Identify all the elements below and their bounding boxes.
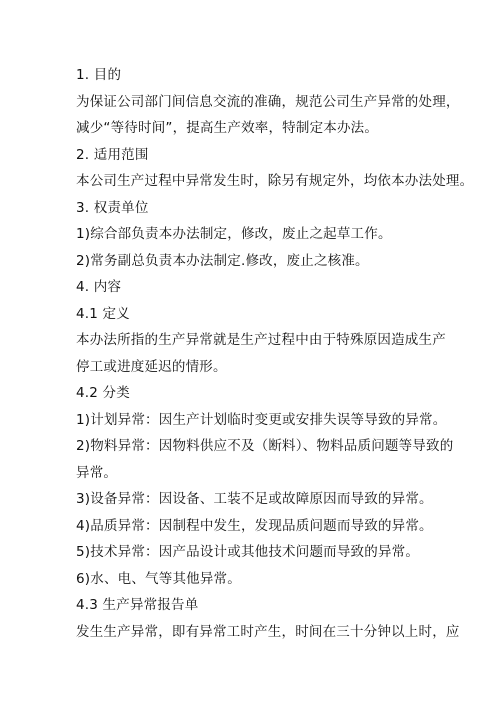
paragraph-line: 停工或进度延迟的情形。 [76, 358, 227, 375]
paragraph-line: 本公司生产过程中异常发生时，除另有规定外，均依本办法处理。 [76, 173, 474, 189]
paragraph-line: 本办法所指的生产异常就是生产过程中由于特殊原因造成生产 [76, 332, 446, 348]
list-item: 1)综合部负责本办法制定，修改，废止之起草工作。 [76, 226, 392, 242]
list-item: 5)技术异常：因产品设计或其他技术问题而导致的异常。 [76, 544, 420, 560]
document-body [76, 62, 476, 645]
section-heading-responsibility: 3. 权责单位 [76, 199, 149, 216]
subsection-heading-report-form: 4.3 生产异常报告单 [76, 597, 199, 613]
list-item: 6)水、电、气等其他异常。 [76, 570, 241, 587]
section-heading-content: 4. 内容 [76, 279, 122, 295]
paragraph-line: 减少“等待时间”，提高生产效率，特制定本办法。 [76, 120, 379, 136]
list-item: 2)物料异常：因物料供应不及（断料）、物料品质问题等导致的 [76, 438, 454, 454]
list-item-continuation: 异常。 [76, 464, 118, 481]
list-item: 2)常务副总负责本办法制定.修改，废止之核准。 [76, 252, 369, 269]
section-heading-scope: 2. 适用范围 [76, 146, 149, 163]
subsection-heading-classification: 4.2 分类 [76, 385, 130, 401]
paragraph-line: 发生生产异常，即有异常工时产生，时间在三十分钟以上时，应 [76, 623, 460, 640]
list-item: 1)计划异常：因生产计划临时变更或安排失误等导致的异常。 [76, 411, 447, 428]
section-heading-purpose: 1. 目的 [76, 67, 122, 83]
subsection-heading-definition: 4.1 定义 [76, 305, 130, 322]
list-item: 3)设备异常：因设备、工装不足或故障原因而导致的异常。 [76, 491, 433, 507]
list-item: 4)品质异常：因制程中发生，发现品质问题而导致的异常。 [76, 517, 433, 534]
paragraph-line: 为保证公司部门间信息交流的准确，规范公司生产异常的处理， [76, 93, 460, 110]
